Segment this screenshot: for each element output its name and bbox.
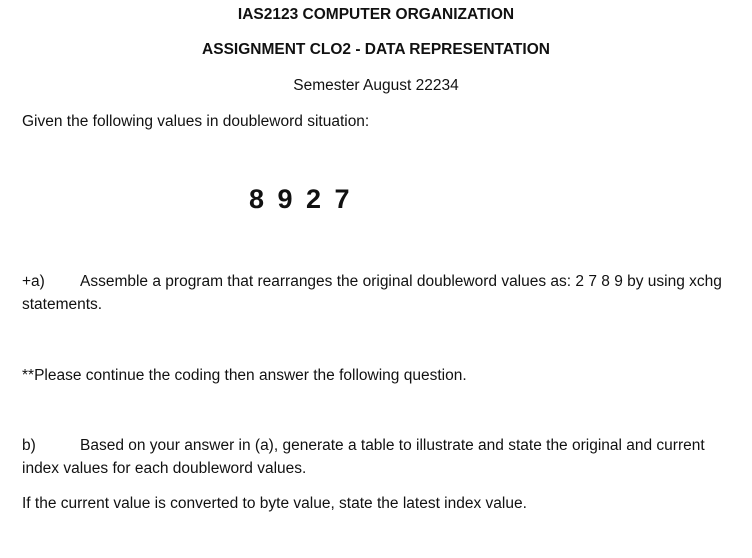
question-b-label: b): [22, 437, 36, 454]
assignment-title: ASSIGNMENT CLO2 - DATA REPRESENTATION: [202, 41, 550, 58]
instruction-note: **Please continue the coding then answer the following question.: [22, 367, 467, 384]
final-instruction: If the current value is converted to byte value, state the latest index value.: [22, 495, 527, 512]
question-b-text-continued: index values for each doubleword values.: [22, 460, 307, 477]
doubleword-values: 8 9 2 7: [249, 184, 353, 214]
question-a-text: Assemble a program that rearranges the original doubleword values as: 2 7 8 9 by using xchg: [80, 273, 722, 290]
question-a-text-continued: statements.: [22, 296, 103, 313]
intro-text: Given the following values in doubleword situation:: [22, 113, 370, 130]
course-title: IAS2123 COMPUTER ORGANIZATION: [237, 6, 515, 23]
question-b-text: Based on your answer in (a), generate a table to illustrate and state the original and current: [80, 437, 705, 454]
question-a-label: +a): [22, 273, 45, 290]
semester-label: Semester August 22234: [293, 77, 459, 94]
